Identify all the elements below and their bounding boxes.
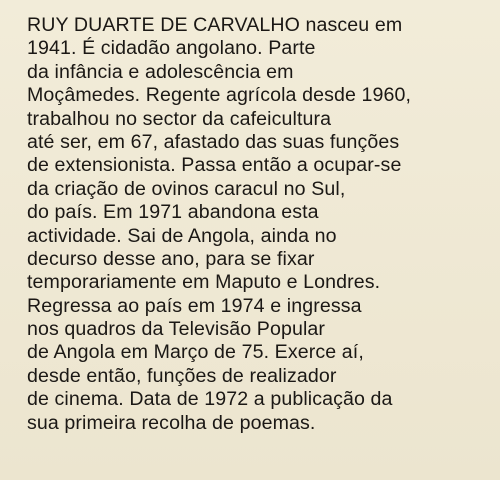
text-line: nos quadros da Televisão Popular bbox=[27, 318, 326, 341]
text-line: temporariamente em Maputo e Londres. bbox=[27, 271, 381, 294]
text-line: trabalhou no sector da cafeicultura bbox=[27, 107, 332, 130]
text-line: de extensionista. Passa então a ocupar-se bbox=[27, 154, 402, 177]
text-line: 1941. É cidadão angolano. Parte bbox=[27, 37, 316, 60]
text-line: Regressa ao país em 1974 e ingressa bbox=[27, 294, 362, 317]
text-line: da infância e adolescência em bbox=[27, 60, 294, 83]
text-line: até ser, em 67, afastado das suas funções bbox=[27, 130, 400, 153]
text-line: sua primeira recolha de poemas. bbox=[27, 411, 316, 434]
text-line: de cinema. Data de 1972 a publicação da bbox=[27, 388, 393, 411]
text-line: decurso desse ano, para se fixar bbox=[27, 247, 315, 270]
text-line: de Angola em Março de 75. Exerce aí, bbox=[27, 341, 364, 364]
text-line: da criação de ovinos caracul no Sul, bbox=[27, 177, 346, 200]
text-line: RUY DUARTE DE CARVALHO nasceu em bbox=[27, 14, 403, 36]
text-line: do país. Em 1971 abandona esta bbox=[27, 201, 319, 224]
text-line: desde então, funções de realizador bbox=[27, 364, 337, 387]
text-line: Moçâmedes. Regente agrícola desde 1960, bbox=[27, 84, 412, 107]
text-line: actividade. Sai de Angola, ainda no bbox=[27, 224, 337, 247]
biography-text bbox=[27, 14, 497, 435]
